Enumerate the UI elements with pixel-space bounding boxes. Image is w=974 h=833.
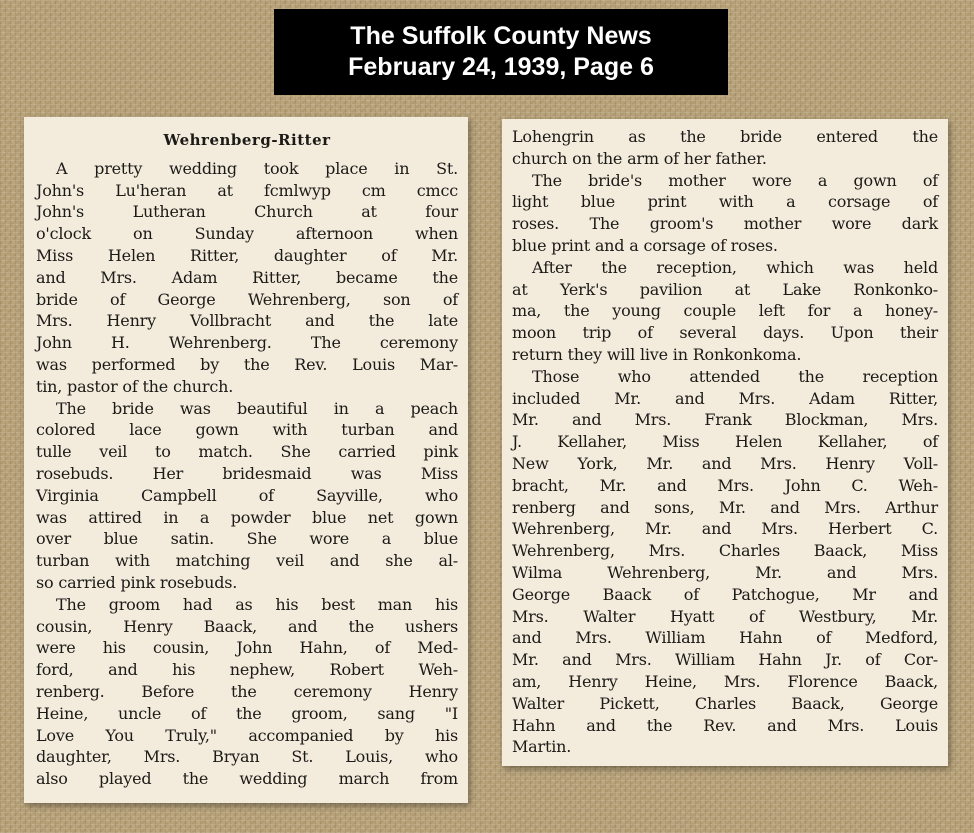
article-paragraph [512, 366, 938, 758]
article-text-line: moon trip of several days. Upon their [512, 323, 938, 343]
article-text-line: and Mrs. Adam Ritter, became the [36, 267, 458, 287]
article-text-line: tulle veil to match. She carried pink [36, 442, 458, 462]
article-text-line: over blue satin. She wore a blue [36, 529, 458, 549]
article-text-line: Wehrenberg, Mrs. Charles Baack, Miss [512, 541, 938, 561]
article-text-line: am, Henry Heine, Mrs. Florence Baack, [512, 671, 938, 691]
article-text-line: light blue print with a corsage of [512, 192, 938, 212]
article-text-line: Mr. and Mrs. Frank Blockman, Mrs. [512, 410, 938, 430]
article-text-line: Heine, uncle of the groom, sang "I [36, 703, 458, 723]
article-text-line: o'clock on Sunday afternoon when [36, 224, 458, 244]
article-text-line: George Baack of Patchogue, Mr and [512, 584, 938, 604]
article-headline: Wehrenberg-Ritter [163, 131, 331, 149]
article-text-line: John's Lu'heran at fcmlwyp cm cmcc [36, 180, 458, 200]
article-text-line: renberg. Before the ceremony Henry [36, 681, 458, 701]
newspaper-citation-banner [274, 9, 728, 95]
article-paragraph [36, 398, 458, 594]
article-text-line: Martin. [512, 737, 572, 757]
article-text-line: were his cousin, John Hahn, of Med- [36, 638, 458, 658]
article-text-line: The bride's mother wore a gown of [532, 170, 938, 190]
article-text-line: so carried pink rosebuds. [36, 572, 238, 592]
article-text-line: Hahn and the Rev. and Mrs. Louis [512, 715, 938, 735]
article-text-line: Walter Pickett, Charles Baack, George [512, 693, 938, 713]
article-text-line: Mrs. Henry Vollbracht and the late [36, 311, 458, 331]
article-text-line: Miss Helen Ritter, daughter of Mr. [36, 245, 458, 265]
article-text-line: Those who attended the reception [532, 366, 938, 386]
article-text-line: Lohengrin as the bride entered the [512, 127, 938, 146]
article-text-line: John H. Wehrenberg. The ceremony [36, 333, 458, 353]
article-text-line: A pretty wedding took place in St. [56, 158, 458, 178]
article-text-line: church on the arm of her father. [512, 148, 767, 168]
article-text-line: at Yerk's pavilion at Lake Ronkonko- [512, 279, 938, 299]
article-text-line: Love You Truly," accompanied by his [36, 725, 458, 745]
newspaper-title: The Suffolk County News [350, 22, 652, 50]
article-text-line: bracht, Mr. and Mrs. John C. Weh- [512, 475, 938, 495]
article-text-line: tin, pastor of the church. [36, 376, 234, 396]
article-text-line: cousin, Henry Baack, and the ushers [36, 616, 458, 636]
article-paragraph [512, 126, 938, 170]
article-text-line: ma, the young couple left for a honey- [512, 301, 938, 321]
article-text-line: The groom had as his best man his [56, 594, 458, 614]
publication-date: February 24, 1939, Page 6 [348, 53, 654, 81]
article-paragraph [36, 594, 458, 790]
article-text-line: New York, Mr. and Mrs. Henry Voll- [512, 453, 938, 473]
article-text-line: ford, and his nephew, Robert Weh- [36, 660, 458, 680]
article-text-line: Mrs. Walter Hyatt of Westbury, Mr. [512, 606, 938, 626]
article-text-line: Virginia Campbell of Sayville, who [36, 485, 458, 505]
article-text-line: roses. The groom's mother wore dark [512, 214, 938, 234]
article-text-line: J. Kellaher, Miss Helen Kellaher, of [512, 432, 938, 452]
article-column-left [24, 117, 468, 803]
article-text-line: colored lace gown with turban and [36, 420, 458, 440]
article-text-line: The bride was beautiful in a peach [56, 398, 458, 418]
article-text-line: Wehrenberg, Mr. and Mrs. Herbert C. [512, 519, 938, 539]
article-text-line: also played the wedding march from [36, 769, 458, 789]
article-text-line: rosebuds. Her bridesmaid was Miss [36, 463, 458, 483]
article-text-line: renberg and sons, Mr. and Mrs. Arthur [512, 497, 938, 517]
article-text-line: Mr. and Mrs. William Hahn Jr. of Cor- [512, 650, 938, 670]
article-text-line: Wilma Wehrenberg, Mr. and Mrs. [512, 562, 938, 582]
article-text-line: included Mr. and Mrs. Adam Ritter, [512, 388, 938, 408]
article-text-line: turban with matching veil and she al- [36, 551, 458, 571]
article-text-line: was attired in a powder blue net gown [36, 507, 458, 527]
article-text-line: and Mrs. William Hahn of Medford, [512, 628, 938, 648]
article-text-line: After the reception, which was held [532, 257, 938, 277]
article-text-line: blue print and a corsage of roses. [512, 235, 778, 255]
article-column-right [502, 119, 948, 766]
article-text-line: bride of George Wehrenberg, son of [36, 289, 458, 309]
article-text-line: John's Lutheran Church at four [36, 202, 458, 222]
article-text-line: was performed by the Rev. Louis Mar- [36, 354, 458, 374]
article-paragraph [512, 170, 938, 257]
article-paragraph [36, 158, 458, 398]
article-text-line: return they will live in Ronkonkoma. [512, 344, 802, 364]
article-text-line: daughter, Mrs. Bryan St. Louis, who [36, 747, 458, 767]
article-paragraph [512, 257, 938, 366]
